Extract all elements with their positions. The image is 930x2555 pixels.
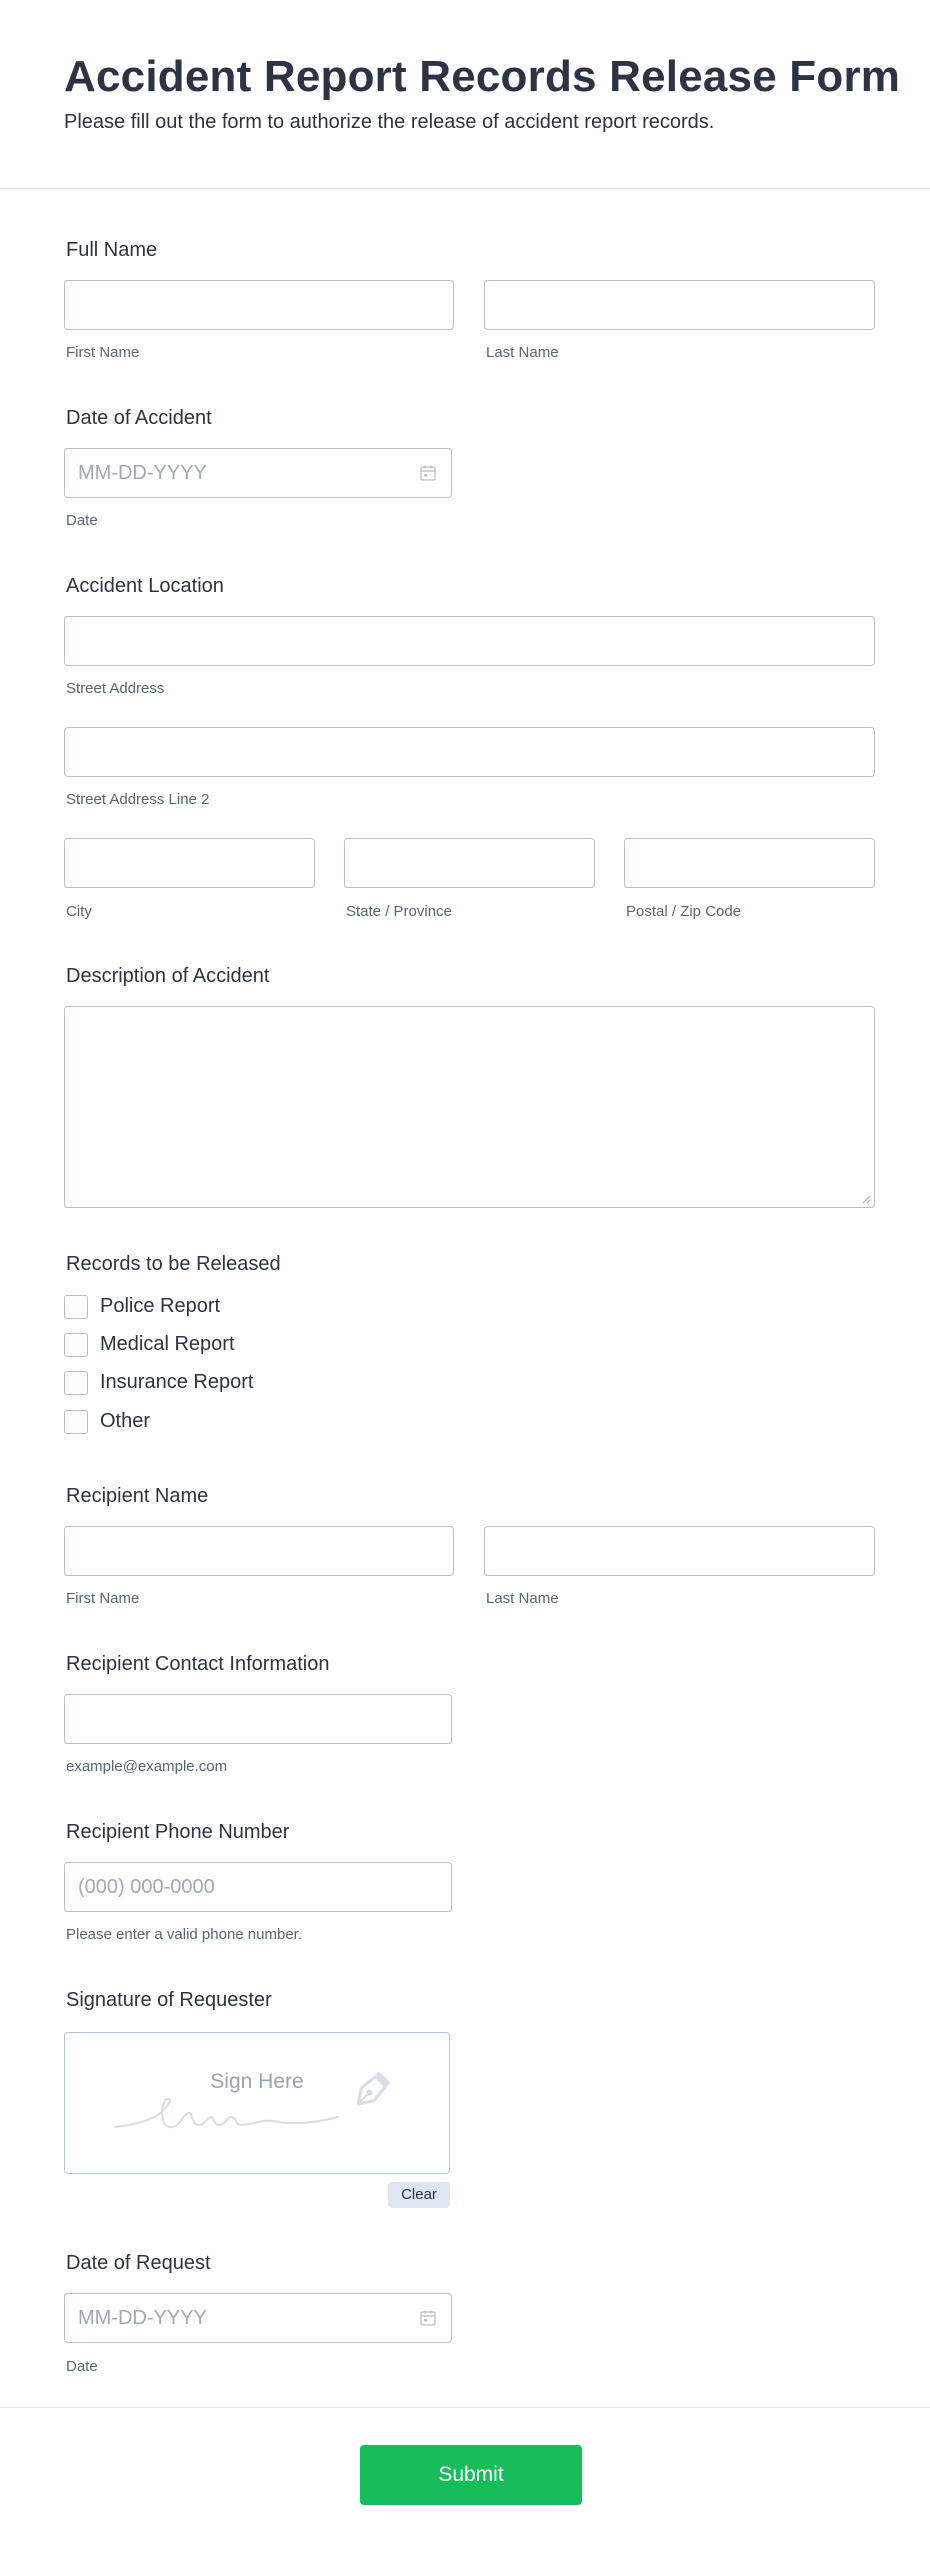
- city-input[interactable]: [64, 838, 315, 888]
- signature-pad[interactable]: [64, 2032, 450, 2174]
- checkbox[interactable]: [64, 1410, 88, 1434]
- recipient-phone-input[interactable]: [64, 1862, 452, 1912]
- signature-label: Signature of Requester: [66, 1989, 272, 2011]
- form-subtitle: Please fill out the form to authorize the release of accident report records.: [64, 111, 715, 133]
- description-label: Description of Accident: [66, 965, 270, 987]
- zip-input[interactable]: [624, 838, 875, 888]
- checkbox[interactable]: [64, 1371, 88, 1395]
- street-address-line2-sublabel: Street Address Line 2: [66, 791, 210, 808]
- checkbox[interactable]: [64, 1333, 88, 1357]
- street-address-sublabel: Street Address: [66, 680, 165, 697]
- calendar-icon[interactable]: [419, 2309, 437, 2327]
- checkbox-label: Police Report: [100, 1295, 221, 1317]
- zip-sublabel: Postal / Zip Code: [626, 903, 742, 920]
- state-sublabel: State / Province: [346, 903, 452, 920]
- recipient-phone-label: Recipient Phone Number: [66, 1821, 290, 1843]
- date-sublabel: Date: [66, 512, 98, 529]
- checkbox-label: Medical Report: [100, 1333, 235, 1355]
- submit-button[interactable]: Submit: [360, 2445, 582, 2505]
- recipient-name-label: Recipient Name: [66, 1485, 209, 1507]
- first-name-sublabel: First Name: [66, 344, 140, 361]
- date-placeholder: MM-DD-YYYY: [78, 2307, 207, 2329]
- recipient-last-name-sublabel: Last Name: [486, 1590, 559, 1607]
- checkbox[interactable]: [64, 1295, 88, 1319]
- date-of-accident-label: Date of Accident: [66, 407, 212, 429]
- description-textarea[interactable]: [64, 1006, 875, 1208]
- date-of-request-label: Date of Request: [66, 2252, 211, 2274]
- records-label: Records to be Released: [66, 1253, 281, 1275]
- recipient-last-name-input[interactable]: [484, 1526, 875, 1576]
- resize-handle-icon[interactable]: [861, 1194, 871, 1204]
- form-title: Accident Report Records Release Form: [64, 52, 901, 101]
- date-of-request-input[interactable]: [64, 2293, 452, 2343]
- signature-squiggle-icon: [113, 2095, 353, 2135]
- recipient-first-name-sublabel: First Name: [66, 1590, 140, 1607]
- state-input[interactable]: [344, 838, 595, 888]
- last-name-input[interactable]: [484, 280, 875, 330]
- calendar-icon[interactable]: [419, 464, 437, 482]
- pen-nib-icon: [347, 2069, 393, 2115]
- recipient-first-name-input[interactable]: [64, 1526, 454, 1576]
- checkbox-label: Other: [100, 1410, 151, 1432]
- form-header: [0, 0, 930, 189]
- recipient-contact-label: Recipient Contact Information: [66, 1653, 330, 1675]
- clear-signature-button[interactable]: Clear: [388, 2182, 450, 2208]
- first-name-input[interactable]: [64, 280, 454, 330]
- date-of-accident-input[interactable]: [64, 448, 452, 498]
- street-address-input[interactable]: [64, 616, 875, 666]
- sign-here-text: Sign Here: [210, 2070, 304, 2093]
- phone-placeholder: (000) 000-0000: [78, 1876, 215, 1898]
- date-request-sublabel: Date: [66, 2358, 98, 2375]
- last-name-sublabel: Last Name: [486, 344, 559, 361]
- checkbox-label: Insurance Report: [100, 1371, 254, 1393]
- recipient-email-input[interactable]: [64, 1694, 452, 1744]
- phone-sublabel: Please enter a valid phone number.: [66, 1926, 302, 1943]
- email-sublabel: example@example.com: [66, 1758, 228, 1775]
- street-address-line2-input[interactable]: [64, 727, 875, 777]
- full-name-label: Full Name: [66, 239, 158, 261]
- accident-location-label: Accident Location: [66, 575, 224, 597]
- date-placeholder: MM-DD-YYYY: [78, 462, 207, 484]
- city-sublabel: City: [66, 903, 92, 920]
